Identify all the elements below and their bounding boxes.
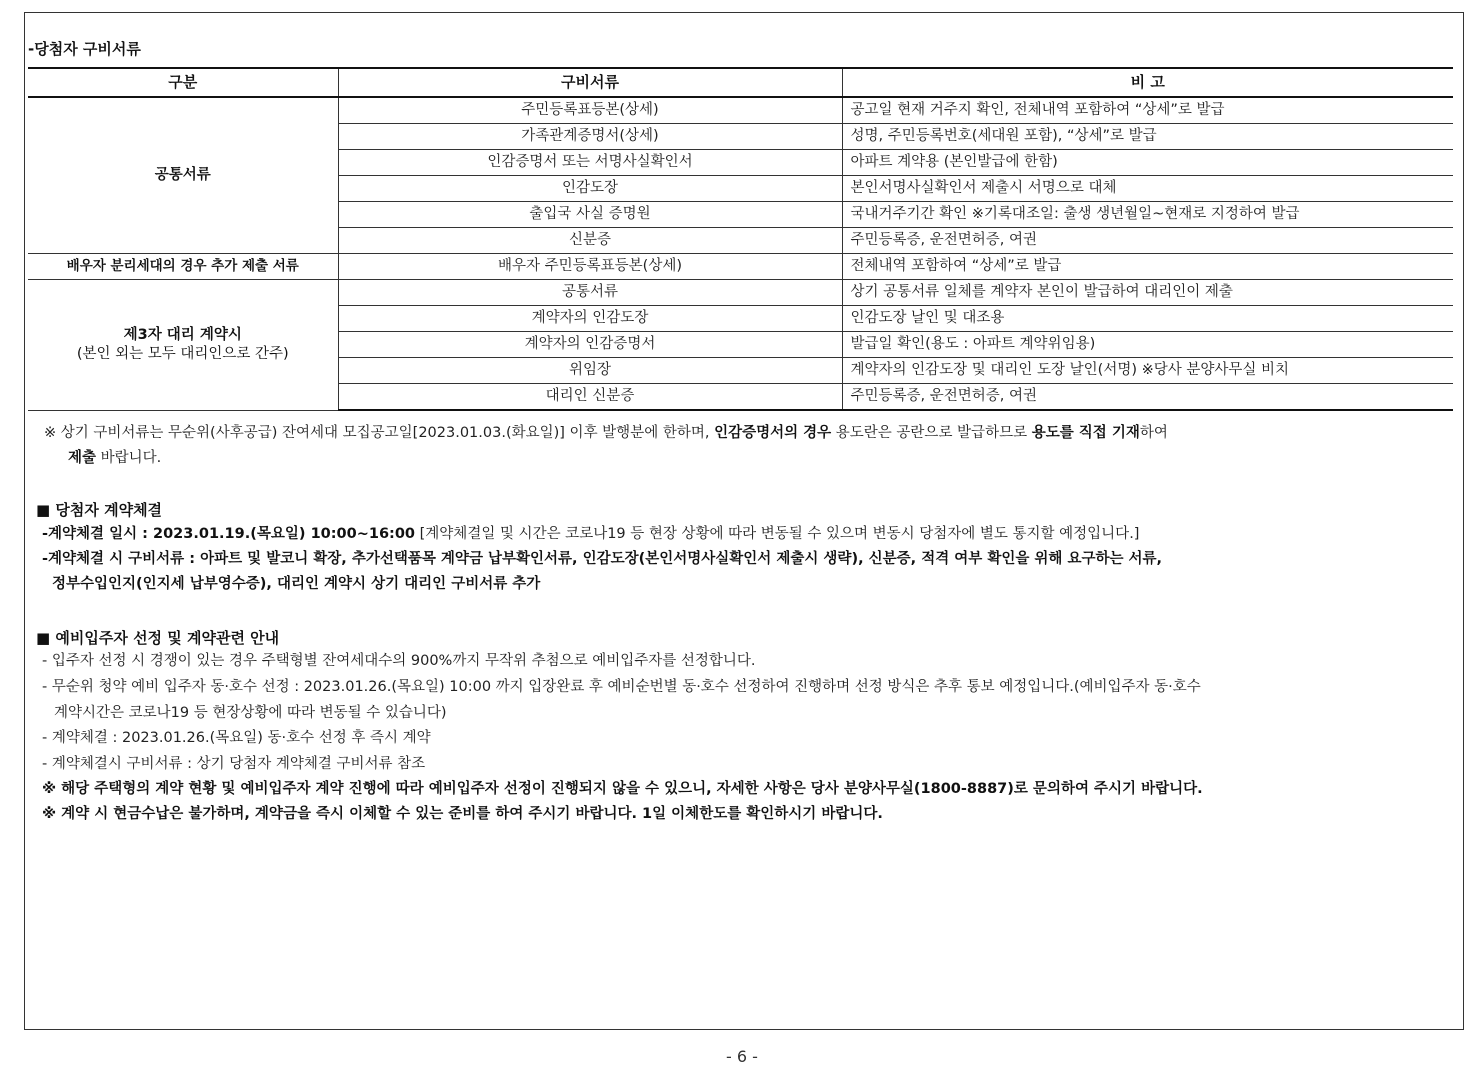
doc-cell: 신분증 bbox=[338, 228, 842, 254]
doc-cell: 계약자의 인감도장 bbox=[338, 306, 842, 332]
doc-cell: 출입국 사실 증명원 bbox=[338, 202, 842, 228]
contract-docs-line-2: 정부수입인지(인지세 납부영수증), 대리인 계약시 상기 대리인 구비서류 추가 bbox=[52, 576, 541, 592]
note-cell: 성명, 주민등록번호(세대원 포함), “상세”로 발급 bbox=[842, 124, 1453, 150]
note-cell: 주민등록증, 운전면허증, 여권 bbox=[842, 384, 1453, 411]
category-proxy-title: 제3자 대리 계약시 bbox=[123, 326, 242, 343]
doc-cell: 위임장 bbox=[338, 358, 842, 384]
reserve-heading: ■ 예비입주자 선정 및 계약관련 안내 bbox=[36, 629, 280, 647]
doc-cell: 가족관계증명서(상세) bbox=[338, 124, 842, 150]
footnote-line-1: ※ 상기 구비서류는 무순위(사후공급) 잔여세대 모집공고일[2023.01.03.(화요일)] 이후 발행분에 한하며, 인감증명서의 경우 용도란은 공란으로 발급하므로 용도를 직접 기재하여 bbox=[44, 425, 1168, 441]
doc-cell: 대리인 신분증 bbox=[338, 384, 842, 411]
header-category: 구분 bbox=[28, 68, 338, 97]
note-cell: 주민등록증, 운전면허증, 여권 bbox=[842, 228, 1453, 254]
note-cell: 공고일 현재 거주지 확인, 전체내역 포함하여 “상세”로 발급 bbox=[842, 97, 1453, 124]
table-row bbox=[28, 97, 1453, 124]
reserve-warning-2: ※ 계약 시 현금수납은 불가하며, 계약금을 즉시 이체할 수 있는 준비를 하여 주시기 바랍니다. 1일 이체한도를 확인하시기 바랍니다. bbox=[42, 806, 883, 822]
doc-cell: 인감증명서 또는 서명사실확인서 bbox=[338, 150, 842, 176]
table-header-row bbox=[28, 68, 1453, 97]
footnote-line-2: 제출 바랍니다. bbox=[68, 450, 162, 466]
contract-docs-line-1: -계약체결 시 구비서류 : 아파트 및 발코니 확장, 추가선택품목 계약금 납부확인서류, 인감도장(본인서명사실확인서 제출시 생략), 신분증, 적격 여부 확인을 위해 요구하는 서류, bbox=[42, 551, 1163, 567]
note-cell: 본인서명사실확인서 제출시 서명으로 대체 bbox=[842, 176, 1453, 202]
header-remarks: 비 고 bbox=[842, 68, 1453, 97]
reserve-line: - 입주자 선정 시 경쟁이 있는 경우 주택형별 잔여세대수의 900%까지 무작위 추첨으로 예비입주자를 선정합니다. bbox=[42, 653, 756, 669]
reserve-warning-1: ※ 해당 주택형의 계약 현황 및 예비입주자 계약 진행에 따라 예비입주자 선정이 진행되지 않을 수 있으니, 자세한 사항은 당사 분양사무실(1800-8887)로 문의하여 주시기 바랍니다. bbox=[42, 781, 1203, 797]
category-spouse: 배우자 분리세대의 경우 추가 제출 서류 bbox=[28, 254, 338, 280]
note-cell: 계약자의 인감도장 및 대리인 도장 날인(서명) ※당사 분양사무실 비치 bbox=[842, 358, 1453, 384]
note-cell: 전체내역 포함하여 “상세”로 발급 bbox=[842, 254, 1453, 280]
table-row bbox=[28, 254, 1453, 280]
doc-cell: 인감도장 bbox=[338, 176, 842, 202]
doc-cell: 배우자 주민등록표등본(상세) bbox=[338, 254, 842, 280]
doc-cell: 주민등록표등본(상세) bbox=[338, 97, 842, 124]
doc-cell: 계약자의 인감증명서 bbox=[338, 332, 842, 358]
doc-cell: 공통서류 bbox=[338, 280, 842, 306]
note-cell: 국내거주기간 확인 ※기록대조일: 출생 생년월일~현재로 지정하여 발급 bbox=[842, 202, 1453, 228]
note-cell: 인감도장 날인 및 대조용 bbox=[842, 306, 1453, 332]
note-cell: 아파트 계약용 (본인발급에 한함) bbox=[842, 150, 1453, 176]
table-row bbox=[28, 280, 1453, 306]
reserve-line: - 무순위 청약 예비 입주자 동·호수 선정 : 2023.01.26.(목요일) 10:00 까지 입장완료 후 예비순번별 동·호수 선정하여 진행하며 선정 방식은 추후 통보 예정입니다.(예비입주자 동·호수 bbox=[42, 679, 1201, 695]
contract-heading: ■ 당첨자 계약체결 bbox=[36, 501, 163, 519]
footnote bbox=[44, 421, 1444, 471]
reserve-line: - 계약체결 : 2023.01.26.(목요일) 동·호수 선정 후 즉시 계약 bbox=[42, 730, 431, 746]
category-proxy bbox=[28, 280, 338, 411]
required-documents-table bbox=[28, 67, 1453, 411]
note-cell: 발급일 확인(용도 : 아파트 계약위임용) bbox=[842, 332, 1453, 358]
reserve-line: 계약시간은 코로나19 등 현장상황에 따라 변동될 수 있습니다) bbox=[54, 705, 447, 721]
category-proxy-sub: (본인 외는 모두 대리인으로 간주) bbox=[76, 345, 289, 362]
contract-date-line: -계약체결 일시 : 2023.01.19.(목요일) 10:00~16:00 [계약체결일 및 시간은 코로나19 등 현장 상황에 따라 변동될 수 있으며 변동시 당첨자에 별도 통지할 예정입니다.] bbox=[42, 526, 1140, 542]
reserve-line: - 계약체결시 구비서류 : 상기 당첨자 계약체결 구비서류 참조 bbox=[42, 756, 426, 772]
section-title: -당첨자 구비서류 bbox=[28, 40, 141, 58]
header-document: 구비서류 bbox=[338, 68, 842, 97]
category-common: 공통서류 bbox=[28, 97, 338, 254]
note-cell: 상기 공통서류 일체를 계약자 본인이 발급하여 대리인이 제출 bbox=[842, 280, 1453, 306]
page-number: - 6 - bbox=[726, 1047, 758, 1066]
